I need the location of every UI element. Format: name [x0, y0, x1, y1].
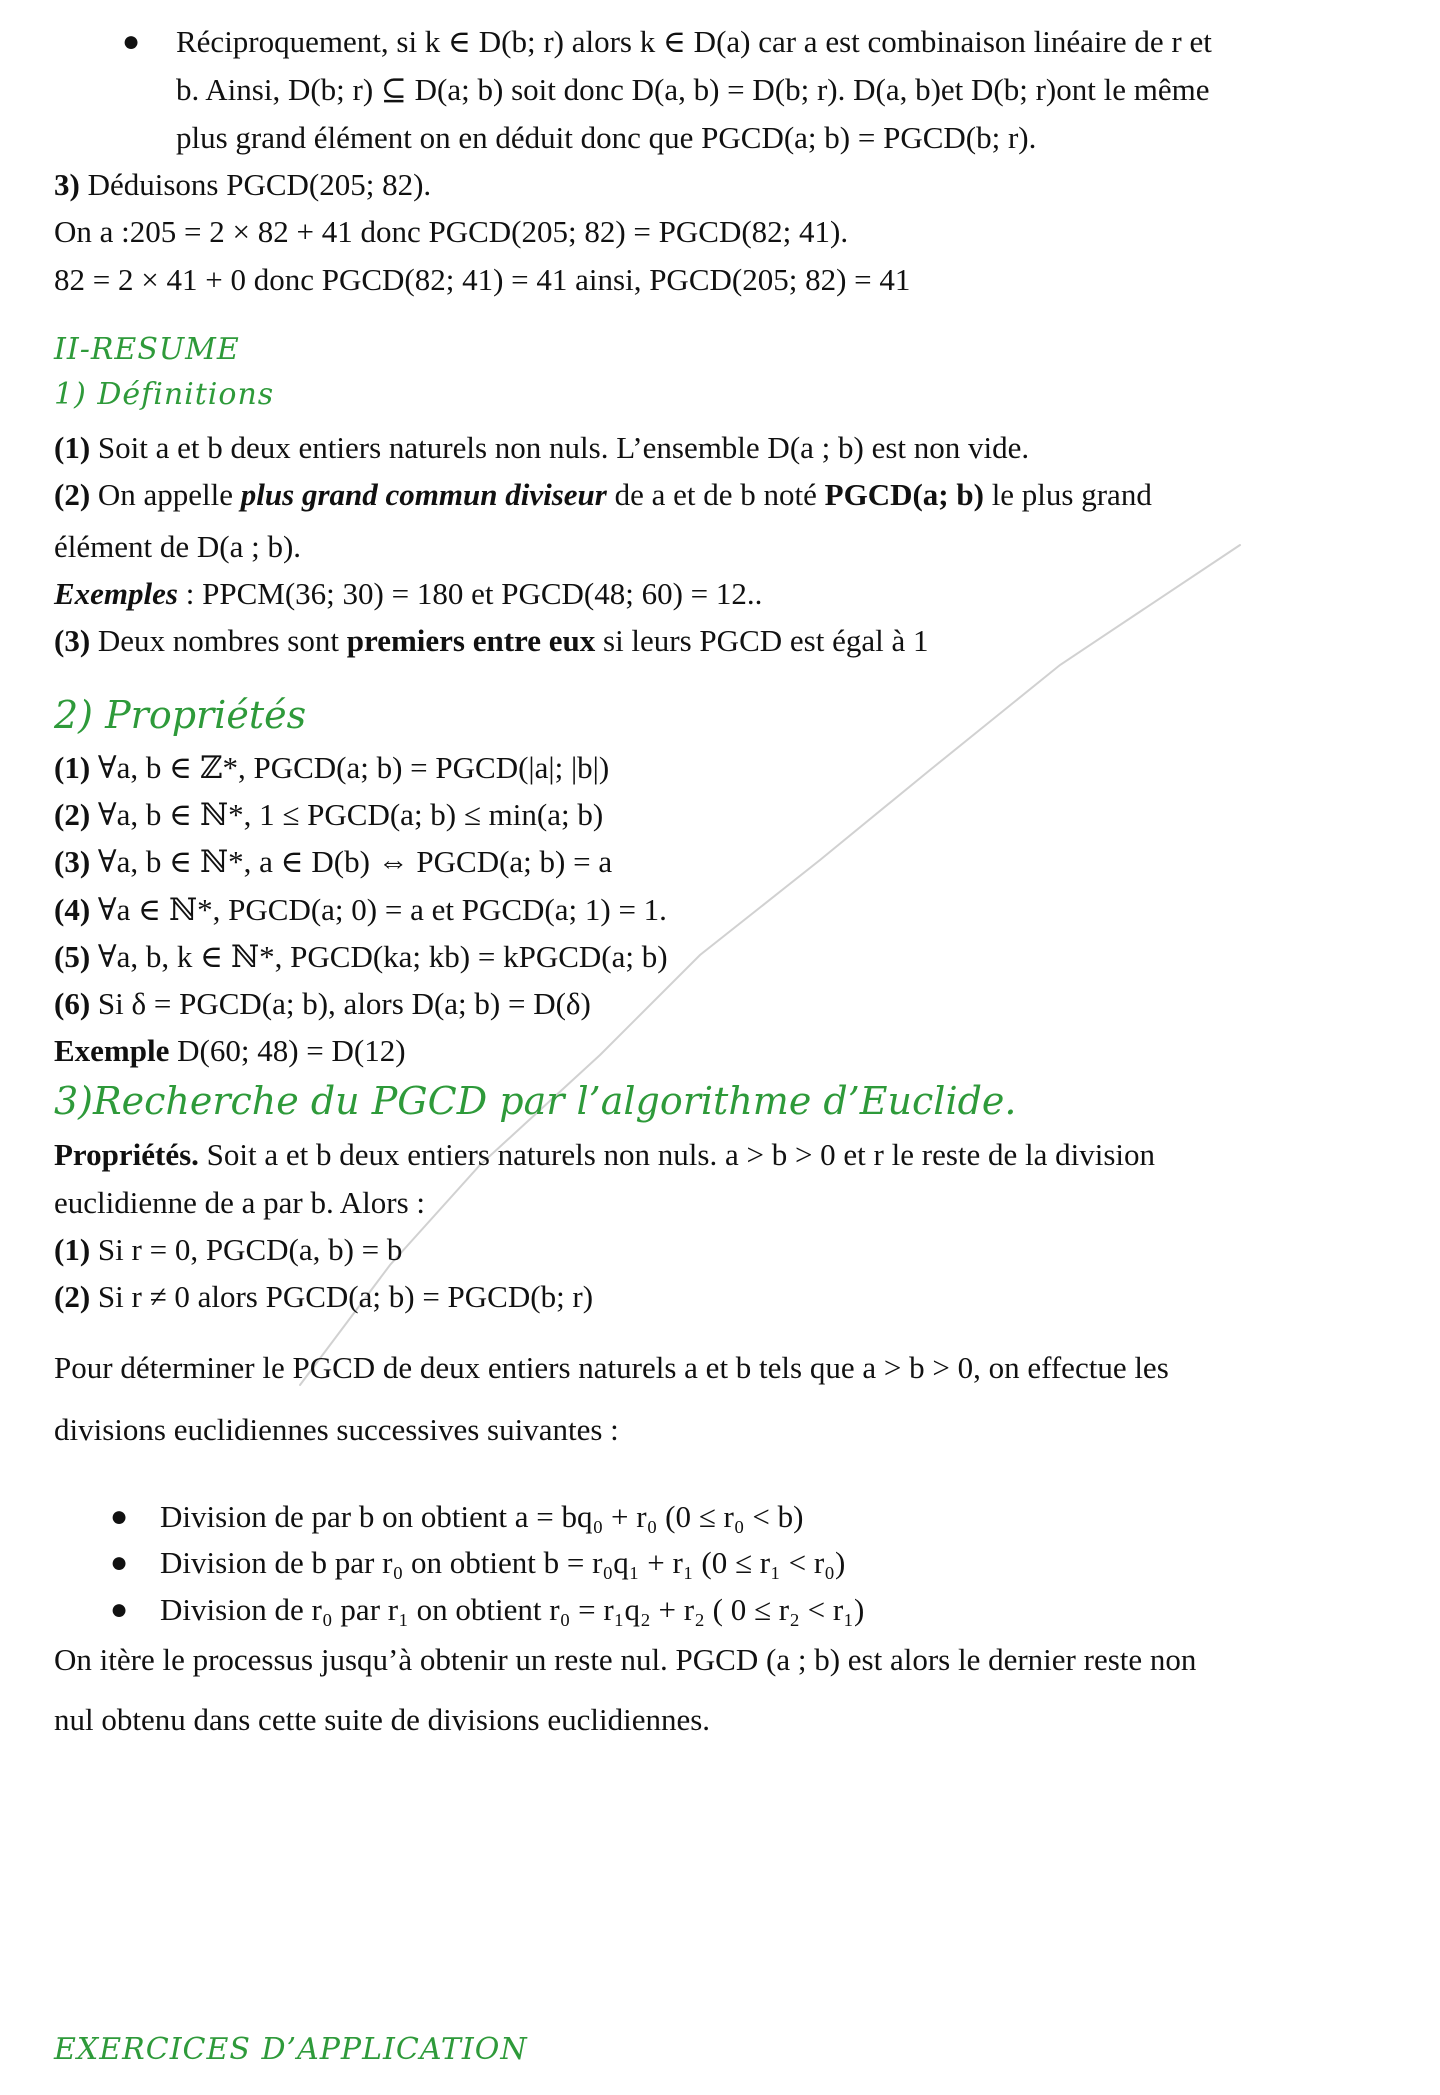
euclide-case-2-number: (2): [54, 1279, 91, 1314]
definition-2-number: (2): [54, 477, 91, 512]
euclide-property-line-2: euclidienne de a par b. Alors :: [54, 1185, 426, 1220]
division-step-3: Division de r₀ par r₁ on obtient r₀ = r₁q₂ + r₂ ( 0 ≤ r₂ < r₁): [160, 1592, 865, 1627]
euclide-case-2: [54, 1277, 593, 1317]
definition-1-text: Soit a et b deux entiers naturels non nuls. L’ensemble D(a ; b) est non vide.: [90, 430, 1030, 465]
property-example: [54, 1031, 406, 1071]
property-1-text: ∀a, b ∈ ℤ*, PGCD(a; b) = PGCD(|a|; |b|): [90, 750, 610, 785]
property-1-number: (1): [54, 750, 91, 785]
property-5-text: ∀a, b, k ∈ ℕ*, PGCD(ka; kb) = kPGCD(a; b): [90, 939, 668, 974]
reciprocal-line-3: plus grand élément on en déduit donc que PGCD(a; b) = PGCD(b; r).: [176, 120, 1037, 155]
examples-text: : PPCM(36; 30) = 180 et PGCD(48; 60) = 12..: [178, 576, 763, 611]
conclusion-line-1: On itère le processus jusqu’à obtenir un reste nul. PGCD (a ; b) est alors le dernier reste non: [54, 1642, 1197, 1677]
definition-2: [54, 475, 1152, 515]
property-1: [54, 748, 609, 788]
property-6: [54, 984, 591, 1024]
property-2-text: ∀a, b ∈ ℕ*, 1 ≤ PGCD(a; b) ≤ min(a; b): [90, 797, 604, 832]
examples-label: Exemples: [54, 576, 178, 611]
property-4: [54, 890, 667, 930]
definition-2-line-2: élément de D(a ; b).: [54, 529, 302, 564]
definition-3-post: si leurs PGCD est égal à 1: [595, 623, 929, 658]
division-step-2: Division de b par r₀ on obtient b = r₀q₁ + r₁ (0 ≤ r₁ < r₀): [160, 1545, 846, 1580]
property-example-text: D(60; 48) = D(12): [169, 1033, 406, 1068]
resume-heading: II-RESUME: [54, 332, 240, 367]
definition-2-post: le plus grand: [983, 477, 1152, 512]
euclide-property-label: Propriétés.: [54, 1137, 199, 1172]
property-3-text: ∀a, b ∈ ℕ*, a ∈ D(b) ⇔ PGCD(a; b) = a: [90, 844, 613, 879]
definition-1: [54, 428, 1029, 468]
definition-2-mid: de a et de b noté: [606, 477, 825, 512]
exercises-heading: EXERCICES D’APPLICATION: [54, 2032, 528, 2067]
bullet-dot: ●: [122, 25, 141, 58]
euclide-case-1-text: Si r = 0, PGCD(a, b) = b: [90, 1232, 403, 1267]
euclide-case-2-text: Si r ≠ 0 alors PGCD(a; b) = PGCD(b; r): [90, 1279, 594, 1314]
euclide-heading: 3)Recherche du PGCD par l’algorithme d’Euclide.: [54, 1079, 1017, 1123]
conclusion-line-2: nul obtenu dans cette suite de divisions euclidiennes.: [54, 1702, 711, 1737]
bullet-dot: ●: [110, 1546, 129, 1579]
property-example-label: Exemple: [54, 1033, 170, 1068]
method-line-2: divisions euclidiennes successives suivantes :: [54, 1412, 619, 1447]
question-3-line: [54, 165, 431, 205]
property-6-number: (6): [54, 986, 91, 1021]
property-4-number: (4): [54, 892, 91, 927]
division-step-1: Division de par b on obtient a = bq₀ + r₀ (0 ≤ r₀ < b): [160, 1499, 804, 1534]
definition-2-pre: On appelle: [90, 477, 241, 512]
definitions-heading: 1) Définitions: [54, 377, 275, 412]
definition-3-number: (3): [54, 623, 91, 658]
calculation-line-1: On a :205 = 2 × 82 + 41 donc PGCD(205; 82) = PGCD(82; 41).: [54, 214, 849, 249]
bullet-dot: ●: [110, 1500, 129, 1533]
calculation-line-2: 82 = 2 × 41 + 0 donc PGCD(82; 41) = 41 ainsi, PGCD(205; 82) = 41: [54, 262, 911, 297]
property-5-number: (5): [54, 939, 91, 974]
euclide-property-text: Soit a et b deux entiers naturels non nuls. a > b > 0 et r le reste de la division: [198, 1137, 1156, 1172]
question-3-text: Déduisons PGCD(205; 82).: [79, 167, 432, 202]
definition-2-emphasis: plus grand commun diviseur: [240, 477, 607, 512]
examples-line: [54, 574, 762, 614]
question-3-number: 3): [54, 167, 80, 202]
reciprocal-line-2: b. Ainsi, D(b; r) ⊆ D(a; b) soit donc D(a, b) = D(b; r). D(a, b)et D(b; r)ont le même: [176, 72, 1210, 107]
bullet-dot: ●: [110, 1593, 129, 1626]
method-line-1: Pour déterminer le PGCD de deux entiers naturels a et b tels que a > b > 0, on effectue les: [54, 1350, 1169, 1385]
property-4-text: ∀a ∈ ℕ*, PGCD(a; 0) = a et PGCD(a; 1) = 1.: [90, 892, 667, 927]
properties-heading: 2) Propriétés: [54, 693, 307, 737]
euclide-property-line-1: [54, 1135, 1155, 1175]
euclide-case-1: [54, 1230, 402, 1270]
reciprocal-line-1: Réciproquement, si k ∈ D(b; r) alors k ∈ D(a) car a est combinaison linéaire de r et: [176, 24, 1212, 59]
definition-3-pre: Deux nombres sont: [90, 623, 347, 658]
property-3-number: (3): [54, 844, 91, 879]
property-5: [54, 937, 668, 977]
euclide-case-1-number: (1): [54, 1232, 91, 1267]
property-6-text: Si δ = PGCD(a; b), alors D(a; b) = D(δ): [90, 986, 591, 1021]
definition-3: [54, 621, 928, 661]
property-2: [54, 795, 603, 835]
definition-1-number: (1): [54, 430, 91, 465]
property-2-number: (2): [54, 797, 91, 832]
definition-2-bold: PGCD(a; b): [824, 477, 984, 512]
property-3: [54, 842, 612, 882]
definition-3-bold: premiers entre eux: [346, 623, 596, 658]
